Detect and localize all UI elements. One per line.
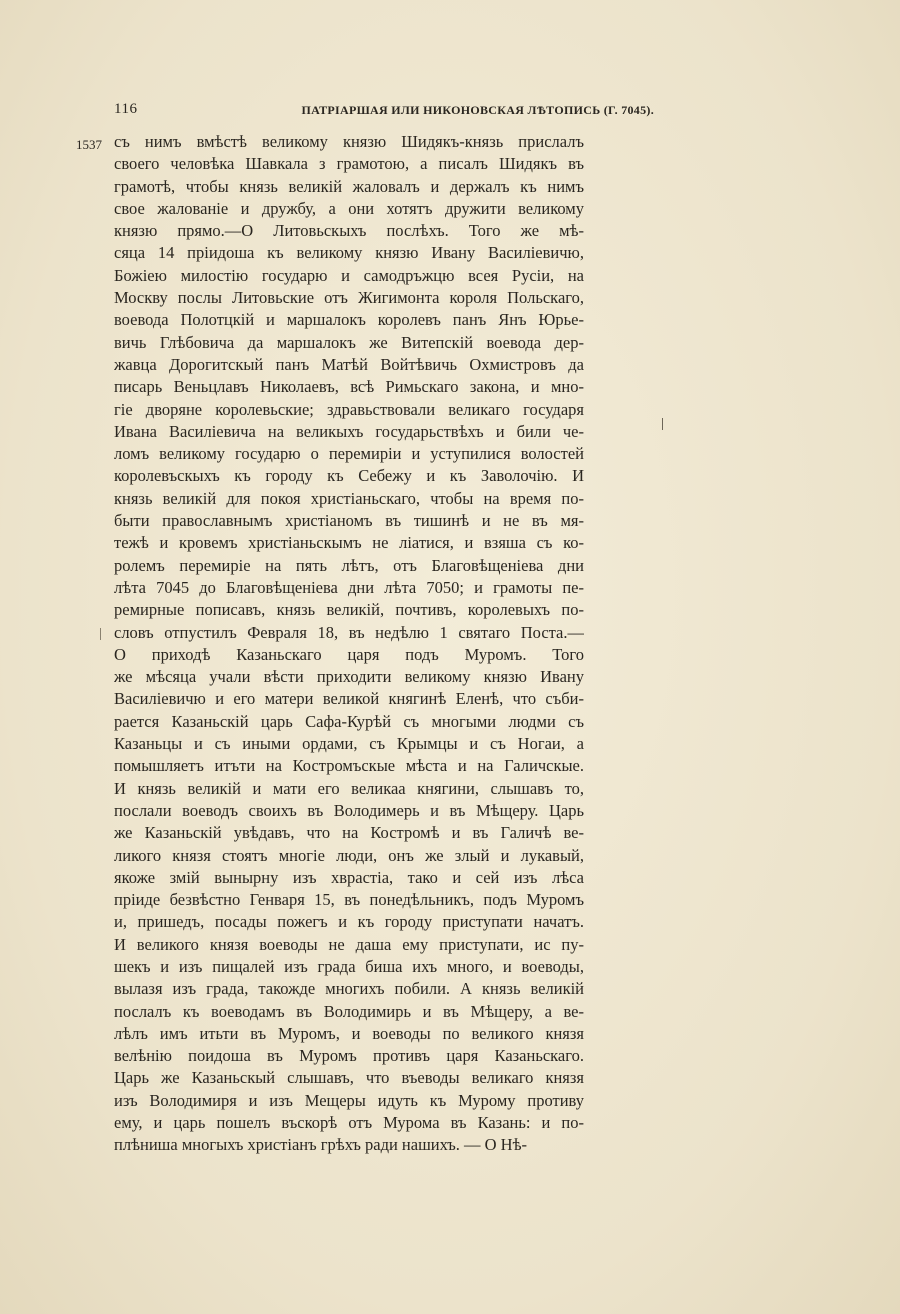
text-line: лѣлъ имъ итьти въ Муромъ, и воеводы по великого князя	[114, 1023, 584, 1043]
text-line: Москву послы Литовьские отъ Жигимонта короля Польскаго,	[114, 288, 584, 308]
text-line: ему, и царь пошелъ въскорѣ отъ Мурома въ Казань: и по-	[114, 1113, 584, 1133]
text-line: жавца Дорогитскый панъ Матѣй Войтѣвичь Охмистровъ да	[114, 354, 584, 374]
text-line: съ нимъ вмѣстѣ великому князю Шидякъ-князь прислалъ	[114, 132, 584, 151]
text-line: князь великій для покоя христіаньскаго, чтобы на время по-	[114, 488, 584, 508]
text-line: своего человѣка Шавкала з грамотою, а писалъ Шидякъ въ	[114, 154, 584, 174]
margin-tick-mark	[662, 418, 663, 430]
text-line: послали воеводъ своихъ въ Володимерь и въ Мѣщеру. Царь	[114, 800, 584, 820]
text-line: быти православнымъ христіаномъ въ тишинѣ и не въ мя-	[114, 511, 584, 531]
text-line: плѣниша многыхъ христіанъ грѣхъ ради нашихъ. — О Нѣ-	[114, 1135, 528, 1155]
margin-year: 1537	[76, 137, 102, 152]
chronicle-text	[114, 131, 584, 1157]
text-line: лѣта 7045 до Благовѣщеніева дни лѣта 7050; и грамоты пе-	[114, 577, 584, 597]
text-line: помышляетъ итъти на Костромъскые мѣста и на Галичскые.	[114, 756, 584, 776]
text-line: вылазя изъ града, такожде многихъ побили. А князь великій	[114, 979, 584, 999]
text-line: грамотѣ, чтобы князь великій жаловалъ и держалъ къ нимъ	[114, 176, 584, 196]
text-line: Василіевичю и его матери великой княгинѣ Еленѣ, что съби-	[114, 689, 584, 709]
text-line: свое жалованіе и дружбу, а они хотятъ дружити великому	[114, 198, 584, 218]
text-line: словъ отпустилъ Февраля 18, въ недѣлю 1 святаго Поста.—	[114, 622, 584, 642]
text-line: шекъ и изъ пищалей изъ града биша ихъ много, и воеводы,	[114, 956, 584, 976]
page-number: 116	[114, 101, 138, 117]
text-line: ролемъ перемиріе на пять лѣтъ, отъ Благовѣщеніева дни	[114, 555, 584, 575]
text-line: сяца 14 пріидоша къ великому князю Ивану Василіевичю,	[114, 243, 584, 263]
text-line: же Казаньскій увѣдавъ, что на Костромѣ и въ Галичѣ ве-	[114, 823, 584, 843]
text-line: Казаньцы и съ иными ордами, съ Крымцы и съ Ногаи, а	[114, 734, 584, 754]
text-line: Ивана Василіевича на великыхъ государьствѣхъ и били че-	[114, 421, 584, 441]
text-line: тежѣ и кровемъ христіаньскымъ не ліатися, и взяша съ ко-	[114, 533, 584, 553]
running-title: ПАТРІАРШАЯ ИЛИ НИКОНОВСКАЯ ЛѢТОПИСЬ (Г. 7045).	[301, 103, 654, 117]
text-line: вичь Глѣбовича да маршалокъ же Витепскій воевода дер-	[114, 332, 584, 352]
text-line: рается Казаньскій царь Сафа-Курѣй съ многыми людми съ	[114, 711, 584, 731]
text-line: ломъ великому государю о перемиріи и уступилися волостей	[114, 444, 584, 464]
text-line: же мѣсяца учали вѣсти приходити великому князю Ивану	[114, 667, 584, 687]
text-line: послалъ къ воеводамъ въ Володимирь и въ Мѣщеру, а ве-	[114, 1001, 584, 1021]
running-head	[114, 101, 654, 123]
text-line: изъ Володимиря и изъ Мещеры идуть къ Мурому противу	[114, 1090, 584, 1110]
text-line: гіе дворяне королевьские; здравьствовали великаго государя	[114, 399, 584, 419]
text-line: ликого князя стоятъ многіе люди, онъ же злый и лукавый,	[114, 845, 584, 865]
text-line: королевъскыхъ къ городу къ Себежу и къ Заволочію. И	[114, 466, 584, 486]
text-line: Божіею милостію государю и самодръжцю всея Русіи, на	[114, 265, 584, 285]
text-line: воевода Полотцкій и маршалокъ королевъ панъ Янъ Юрье-	[114, 310, 584, 330]
text-line: и, пришедъ, посады пожегъ и къ городу приступати начатъ.	[114, 912, 584, 932]
text-line: И князь великій и мати его великаа княгини, слышавъ то,	[114, 778, 584, 798]
margin-tick-mark	[100, 628, 101, 640]
text-line: пріиде безвѣстно Генваря 15, въ понедѣльникъ, подъ Муромъ	[114, 890, 584, 910]
text-line: князю прямо.—О Литовьскыхъ послѣхъ. Того же мѣ-	[114, 221, 584, 241]
text-line: писарь Веньцлавъ Николаевъ, всѣ Римьскаго закона, и мно-	[114, 377, 584, 397]
text-line: велѣнію поидоша въ Муромъ противъ царя Казаньскаго.	[114, 1046, 584, 1066]
text-line: И великого князя воеводы не даша ему приступати, ис пу-	[114, 934, 584, 954]
text-line: ремирные пописавъ, князь великій, почтивъ, королевыхъ по-	[114, 600, 584, 620]
text-line: Царь же Казаньскый слышавъ, что въеводы великаго князя	[114, 1068, 584, 1088]
text-line: О приходѣ Казаньскаго царя подъ Муромъ. Того	[114, 644, 584, 664]
text-line: якоже змій вынырну изъ хврастіа, тако и сей изъ лѣса	[114, 867, 584, 887]
